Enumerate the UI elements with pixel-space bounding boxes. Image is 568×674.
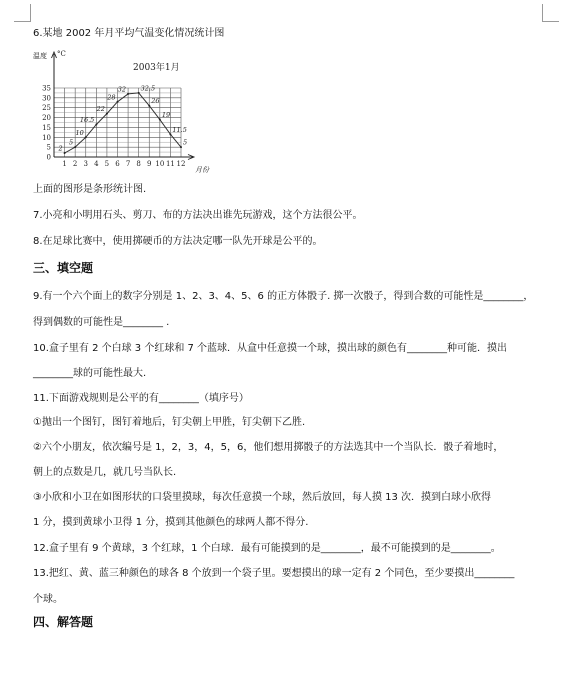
data-point — [64, 152, 66, 154]
y-tick-label: 5 — [46, 143, 51, 152]
y-tick-label: 15 — [42, 123, 51, 132]
x-tick-label: 2 — [72, 160, 78, 168]
x-tick-label: 11 — [165, 160, 175, 168]
data-label: 10 — [75, 128, 84, 137]
y-tick-label: 35 — [42, 84, 51, 93]
chart-title: 2003年1月 — [133, 63, 180, 73]
y-tick-label: 0 — [46, 153, 51, 162]
y-tick-label: 25 — [42, 104, 51, 113]
q11-option3-line1: ③小欣和小卫在如图形状的口袋里摸球，每次任意摸一个球，然后放回，每人摸 13 次．摸到白球小欣得 — [33, 492, 492, 503]
chart-y-axis-label: 温度 — [33, 52, 47, 60]
q9-line1: 9.有一个六个面上的数字分别是 1、2、3、4、5、6 的正方体骰子. 掷一次骰子，得到合数的可能性是________， — [33, 291, 534, 302]
q13-line2: 个球。 — [33, 594, 63, 605]
q6-intro: 6.某地 2002 年月平均气温变化情况统计图 — [33, 28, 225, 39]
chart-y-axis-unit: °C — [57, 50, 66, 58]
x-tick-label: 9 — [147, 160, 152, 168]
data-label: 32.5 — [140, 84, 156, 93]
data-label: 22 — [96, 105, 105, 114]
section-heading-fill-blank: 三、填空题 — [33, 261, 94, 275]
q11-line1: 11.下面游戏规则是公平的有________（填序号） — [33, 393, 249, 404]
data-point — [159, 119, 161, 121]
q8-statement: 8.在足球比赛中，使用掷硬币的方法决定哪一队先开球是公平的。 — [33, 236, 323, 247]
data-label: 26 — [151, 97, 160, 106]
y-tick-label: 20 — [42, 114, 51, 123]
x-tick-label: 3 — [83, 160, 88, 168]
page-corner-mark-top-left-h — [14, 21, 31, 22]
data-point — [148, 105, 150, 107]
q11-option2-line2: 朝上的点数是几，就几号当队长. — [33, 467, 177, 478]
data-point — [127, 93, 129, 95]
data-label: 5 — [69, 138, 74, 147]
x-tick-label: 6 — [115, 160, 120, 168]
data-label: 2 — [58, 144, 63, 153]
q12-statement: 12.盒子里有 9 个黄球，3 个红球，1 个白球．最有可能摸到的是________，最不可能摸到的是________。 — [33, 543, 501, 554]
x-tick-label: 4 — [94, 160, 99, 168]
data-label: 5 — [183, 138, 188, 147]
x-tick-label: 7 — [125, 160, 131, 168]
q6-statement: 上面的图形是条形统计图. — [33, 184, 147, 195]
q13-line1: 13.把红、黄、蓝三种颜色的球各 8 个放到一个袋子里。要想摸出的球一定有 2 个同色，至少要摸出________ — [33, 568, 515, 579]
data-point — [95, 123, 97, 125]
data-point — [180, 146, 182, 148]
data-point — [117, 101, 119, 103]
data-label: 32 — [117, 85, 127, 94]
q10-line2: ________球的可能性最大. — [33, 368, 147, 379]
section-heading-answer: 四、解答题 — [33, 615, 94, 629]
data-label: 16.5 — [79, 115, 95, 124]
data-point — [74, 146, 76, 148]
chart-x-axis-label: 月份 — [195, 166, 209, 174]
x-tick-label: 8 — [136, 160, 141, 168]
data-point — [85, 136, 87, 138]
page-corner-mark-top-left — [30, 4, 31, 22]
page-corner-mark-top-right-h — [542, 21, 559, 22]
q9-line2: 得到偶数的可能性是________ . — [33, 317, 170, 328]
data-point — [138, 92, 140, 94]
q7-statement: 7.小亮和小明用石头、剪刀、布的方法决出谁先玩游戏，这个方法很公平。 — [33, 210, 363, 221]
data-label: 19 — [161, 111, 171, 120]
page-corner-mark-top-right — [542, 4, 543, 22]
y-tick-label: 30 — [42, 94, 51, 103]
q11-option1: ①抛出一个图钉，图钉着地后，钉尖朝上甲胜，钉尖朝下乙胜. — [33, 417, 306, 428]
y-tick-label: 10 — [42, 133, 51, 142]
data-label: 11.5 — [172, 125, 187, 134]
q11-option3-line2: 1 分，摸到黄球小卫得 1 分，摸到其他颜色的球两人都不得分. — [33, 517, 309, 528]
x-tick-label: 12 — [176, 160, 186, 168]
q11-option2-line1: ②六个小朋友，依次编号是 1，2，3，4，5，6，他们想用掷骰子的方法选其中一个当队长．骰子着地时， — [33, 442, 504, 453]
x-tick-label: 5 — [104, 160, 110, 168]
x-tick-label: 10 — [155, 160, 165, 168]
data-point — [169, 133, 171, 135]
temperature-line-chart — [33, 48, 223, 176]
q10-line1: 10.盒子里有 2 个白球 3 个红球和 7 个蓝球．从盒中任意摸一个球，摸出球的颜色有________种可能．摸出 — [33, 343, 508, 354]
x-tick-label: 1 — [62, 160, 67, 168]
data-point — [106, 113, 108, 115]
data-label: 28 — [107, 93, 116, 102]
